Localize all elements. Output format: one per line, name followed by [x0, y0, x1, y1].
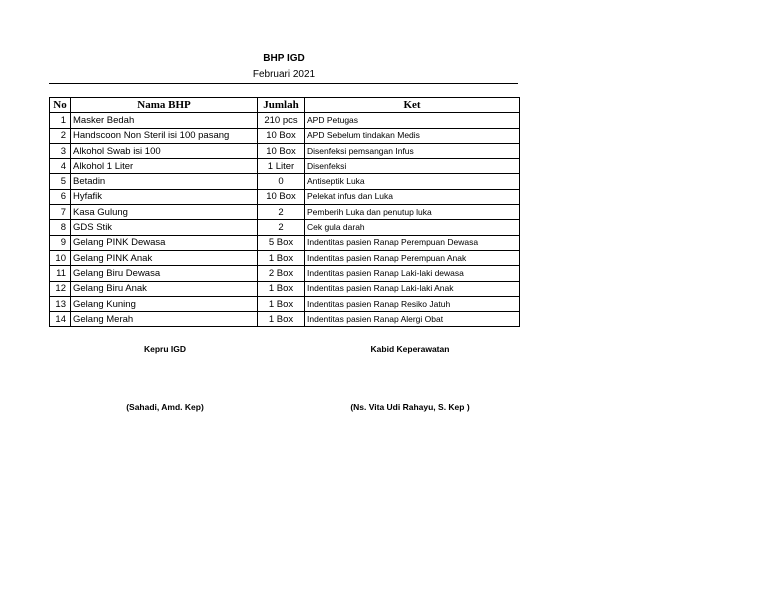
cell-ket: APD Sebelum tindakan Medis: [305, 128, 520, 143]
table-row: [50, 205, 520, 220]
cell-no: 4: [50, 159, 71, 174]
cell-nama-bhp: Betadin: [71, 174, 258, 189]
table-row: [50, 220, 520, 235]
cell-ket: Antiseptik Luka: [305, 174, 520, 189]
table-row: [50, 266, 520, 281]
cell-no: 11: [50, 266, 71, 281]
cell-nama-bhp: Gelang PINK Anak: [71, 250, 258, 265]
cell-nama-bhp: Handscoon Non Steril isi 100 pasang: [71, 128, 258, 143]
cell-no: 7: [50, 205, 71, 220]
cell-nama-bhp: Gelang Merah: [71, 312, 258, 327]
cell-ket: Pemberih Luka dan penutup luka: [305, 205, 520, 220]
cell-jumlah: 2: [258, 205, 305, 220]
cell-ket: Indentitas pasien Ranap Perempuan Dewasa: [305, 235, 520, 250]
cell-nama-bhp: Gelang Kuning: [71, 296, 258, 311]
cell-jumlah: 210 pcs: [258, 113, 305, 128]
table-row: [50, 250, 520, 265]
cell-no: 9: [50, 235, 71, 250]
cell-ket: APD Petugas: [305, 113, 520, 128]
cell-ket: Cek gula darah: [305, 220, 520, 235]
cell-jumlah: 1 Liter: [258, 159, 305, 174]
cell-no: 1: [50, 113, 71, 128]
table-header-row: [50, 98, 520, 113]
table-row: [50, 174, 520, 189]
column-header-no: No: [50, 98, 71, 113]
cell-ket: Pelekat infus dan Luka: [305, 189, 520, 204]
cell-no: 3: [50, 143, 71, 158]
cell-nama-bhp: Masker Bedah: [71, 113, 258, 128]
cell-ket: Indentitas pasien Ranap Perempuan Anak: [305, 250, 520, 265]
cell-nama-bhp: GDS Stik: [71, 220, 258, 235]
column-header-ket: Ket: [305, 98, 520, 113]
signature-left-role: Kepru IGD: [143, 344, 187, 354]
cell-nama-bhp: Gelang Biru Dewasa: [71, 266, 258, 281]
cell-jumlah: 1 Box: [258, 250, 305, 265]
cell-ket: Indentitas pasien Ranap Alergi Obat: [305, 312, 520, 327]
cell-ket: Disenfeksi: [305, 159, 520, 174]
column-header-nama-bhp: Nama BHP: [71, 98, 258, 113]
cell-nama-bhp: Alkohol Swab isi 100: [71, 143, 258, 158]
signature-left-name: (Sahadi, Amd. Kep): [126, 402, 204, 412]
table-row: [50, 281, 520, 296]
cell-jumlah: 2 Box: [258, 266, 305, 281]
cell-ket: Indentitas pasien Ranap Laki-laki dewasa: [305, 266, 520, 281]
cell-no: 10: [50, 250, 71, 265]
cell-ket: Indentitas pasien Ranap Laki-laki Anak: [305, 281, 520, 296]
cell-no: 13: [50, 296, 71, 311]
cell-jumlah: 10 Box: [258, 128, 305, 143]
cell-no: 2: [50, 128, 71, 143]
cell-no: 14: [50, 312, 71, 327]
table-row: [50, 128, 520, 143]
cell-no: 6: [50, 189, 71, 204]
table-body: [50, 113, 520, 327]
cell-jumlah: 1 Box: [258, 296, 305, 311]
table-row: [50, 189, 520, 204]
cell-jumlah: 1 Box: [258, 281, 305, 296]
cell-jumlah: 0: [258, 174, 305, 189]
cell-nama-bhp: Kasa Gulung: [71, 205, 258, 220]
table-row: [50, 235, 520, 250]
cell-nama-bhp: Gelang PINK Dewasa: [71, 235, 258, 250]
cell-ket: Indentitas pasien Ranap Resiko Jatuh: [305, 296, 520, 311]
cell-jumlah: 10 Box: [258, 143, 305, 158]
table-row: [50, 143, 520, 158]
cell-no: 12: [50, 281, 71, 296]
cell-no: 5: [50, 174, 71, 189]
document-subtitle: Februari 2021: [252, 69, 316, 80]
table-row: [50, 312, 520, 327]
cell-jumlah: 5 Box: [258, 235, 305, 250]
table-row: [50, 296, 520, 311]
cell-nama-bhp: Alkohol 1 Liter: [71, 159, 258, 174]
cell-ket: Disenfeksi pemsangan Infus: [305, 143, 520, 158]
cell-jumlah: 10 Box: [258, 189, 305, 204]
bhp-table: [49, 97, 520, 327]
cell-no: 8: [50, 220, 71, 235]
document-title: BHP IGD: [263, 53, 305, 64]
signature-right-role: Kabid Keperawatan: [370, 344, 450, 354]
signature-right-name: (Ns. Vita Udi Rahayu, S. Kep ): [350, 402, 470, 412]
cell-nama-bhp: Hyfafik: [71, 189, 258, 204]
cell-nama-bhp: Gelang Biru Anak: [71, 281, 258, 296]
header-divider: [49, 83, 518, 84]
cell-jumlah: 1 Box: [258, 312, 305, 327]
table-row: [50, 113, 520, 128]
cell-jumlah: 2: [258, 220, 305, 235]
table-row: [50, 159, 520, 174]
column-header-jumlah: Jumlah: [258, 98, 305, 113]
